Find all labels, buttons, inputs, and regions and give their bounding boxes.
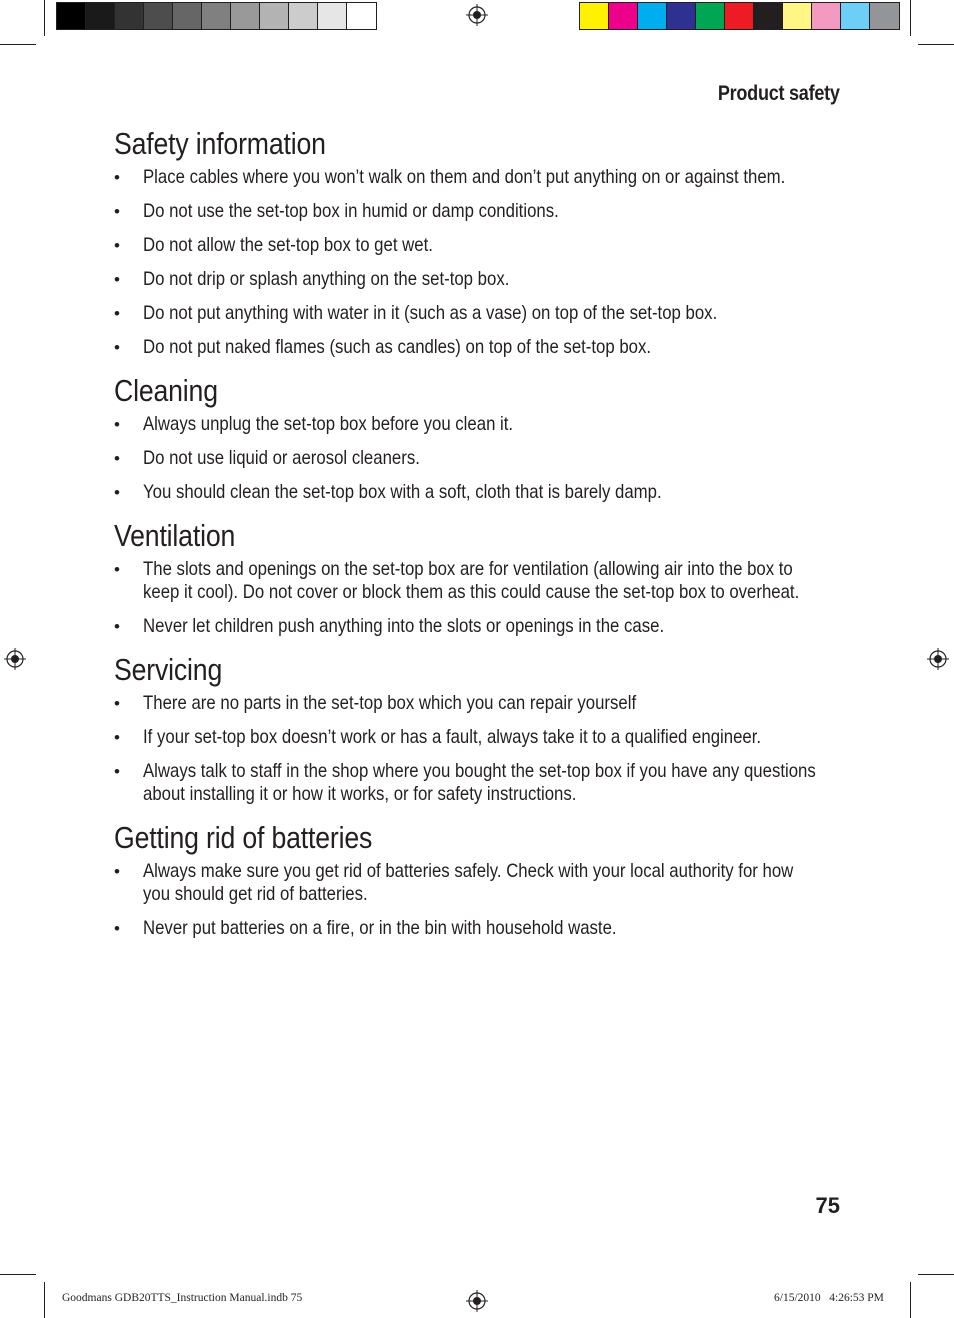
- section-title: Servicing: [114, 652, 223, 687]
- color-swatch: [841, 3, 870, 29]
- list-item: [114, 200, 834, 223]
- bullet-icon: •: [114, 168, 120, 187]
- list-item-text: Always make sure you get rid of batteries safely. Check with your local authority for how you should get rid of batteries.: [143, 860, 794, 905]
- color-swatch: [783, 3, 812, 29]
- list-item: [114, 268, 834, 291]
- list-item: [114, 447, 834, 470]
- crop-mark-top-left-v: [44, 0, 45, 36]
- bullet-icon: •: [114, 694, 120, 713]
- list-item-text: The slots and openings on the set-top box are for ventilation (allowing air into the box to keep it cool). Do not cover or block them as this could cause the set-top box to overheat.: [143, 558, 800, 603]
- list-item: [114, 615, 834, 638]
- list-item: [114, 760, 834, 806]
- bullet-icon: •: [114, 483, 120, 502]
- list-item: [114, 413, 834, 436]
- gray-swatch: [202, 3, 231, 29]
- crop-mark-bottom-right-v: [910, 1282, 911, 1318]
- list-item-text: Always talk to staff in the shop where you bought the set-top box if you have any questions about installing it or how it works, or for safety instructions.: [143, 760, 816, 805]
- bullet-icon: •: [114, 728, 120, 747]
- color-swatch: [667, 3, 696, 29]
- gray-swatch: [289, 3, 318, 29]
- list-item-text: Do not use liquid or aerosol cleaners.: [143, 447, 420, 469]
- bullet-icon: •: [114, 236, 120, 255]
- color-swatch: [754, 3, 783, 29]
- bullet-icon: •: [114, 862, 120, 881]
- list-item: [114, 692, 834, 715]
- bullet-list: [114, 166, 834, 359]
- section: [114, 820, 834, 940]
- bullet-list: [114, 413, 834, 504]
- bullet-icon: •: [114, 449, 120, 468]
- registration-mark-bottom: [466, 1290, 488, 1312]
- gray-swatch: [144, 3, 173, 29]
- gray-swatch: [260, 3, 289, 29]
- bullet-icon: •: [114, 919, 120, 938]
- list-item: [114, 481, 834, 504]
- section: [114, 126, 834, 359]
- registration-mark-left: [4, 648, 26, 670]
- bullet-icon: •: [114, 270, 120, 289]
- registration-mark-right: [927, 648, 949, 670]
- page-number: 75: [815, 1193, 840, 1218]
- list-item-text: Never put batteries on a fire, or in the bin with household waste.: [143, 917, 617, 939]
- list-item: [114, 336, 834, 359]
- crop-mark-bottom-right-h: [918, 1274, 954, 1275]
- list-item: [114, 302, 834, 325]
- crop-mark-bottom-left-h: [0, 1274, 36, 1275]
- registration-mark-top: [466, 4, 488, 26]
- bullet-icon: •: [114, 560, 120, 579]
- section-title: Ventilation: [114, 518, 236, 553]
- footer-file-name: Goodmans GDB20TTS_Instruction Manual.indb 75: [62, 1292, 303, 1304]
- bullet-icon: •: [114, 202, 120, 221]
- list-item-text: There are no parts in the set-top box which you can repair yourself: [143, 692, 637, 714]
- section: [114, 652, 834, 806]
- bullet-icon: •: [114, 762, 120, 781]
- bullet-icon: •: [114, 617, 120, 636]
- section-title: Safety information: [114, 126, 326, 161]
- running-header: Product safety: [718, 82, 840, 105]
- section: [114, 518, 834, 638]
- crop-mark-top-left-h: [0, 44, 36, 45]
- list-item: [114, 234, 834, 257]
- list-item-text: Always unplug the set-top box before you clean it.: [143, 413, 514, 435]
- crop-mark-bottom-left-v: [44, 1282, 45, 1318]
- list-item: [114, 558, 834, 604]
- bullet-list: [114, 692, 834, 806]
- section-title: Cleaning: [114, 373, 218, 408]
- color-swatch: [696, 3, 725, 29]
- gray-swatch: [57, 3, 86, 29]
- section: [114, 373, 834, 504]
- list-item: [114, 726, 834, 749]
- list-item-text: Do not put anything with water in it (such as a vase) on top of the set-top box.: [143, 302, 718, 324]
- color-swatch: [580, 3, 609, 29]
- color-swatch: [870, 3, 899, 29]
- gray-swatch: [347, 3, 376, 29]
- list-item-text: Do not allow the set-top box to get wet.: [143, 234, 433, 256]
- bullet-list: [114, 860, 834, 940]
- bullet-icon: •: [114, 304, 120, 323]
- gray-calibration-bar: [56, 2, 377, 30]
- list-item-text: Do not use the set-top box in humid or damp conditions.: [143, 200, 559, 222]
- gray-swatch: [173, 3, 202, 29]
- color-swatch: [609, 3, 638, 29]
- color-calibration-bar: [579, 2, 900, 30]
- color-swatch: [638, 3, 667, 29]
- bullet-icon: •: [114, 338, 120, 357]
- gray-swatch: [318, 3, 347, 29]
- crop-mark-top-right-v: [910, 0, 911, 36]
- bullet-icon: •: [114, 415, 120, 434]
- list-item-text: Never let children push anything into the slots or openings in the case.: [143, 615, 665, 637]
- list-item-text: If your set-top box doesn’t work or has a fault, always take it to a qualified engineer.: [143, 726, 762, 748]
- list-item: [114, 917, 834, 940]
- gray-swatch: [86, 3, 115, 29]
- gray-swatch: [231, 3, 260, 29]
- section-title: Getting rid of batteries: [114, 820, 373, 855]
- crop-mark-top-right-h: [918, 44, 954, 45]
- color-swatch: [725, 3, 754, 29]
- bullet-list: [114, 558, 834, 638]
- list-item: [114, 166, 834, 189]
- list-item-text: Do not drip or splash anything on the set-top box.: [143, 268, 510, 290]
- list-item-text: You should clean the set-top box with a soft, cloth that is barely damp.: [143, 481, 662, 503]
- list-item-text: Place cables where you won’t walk on them and don’t put anything on or against them.: [143, 166, 786, 188]
- list-item: [114, 860, 834, 906]
- page-content: [114, 126, 834, 954]
- color-swatch: [812, 3, 841, 29]
- list-item-text: Do not put naked flames (such as candles) on top of the set-top box.: [143, 336, 652, 358]
- footer-date-time: 6/15/2010 4:26:53 PM: [774, 1292, 884, 1304]
- gray-swatch: [115, 3, 144, 29]
